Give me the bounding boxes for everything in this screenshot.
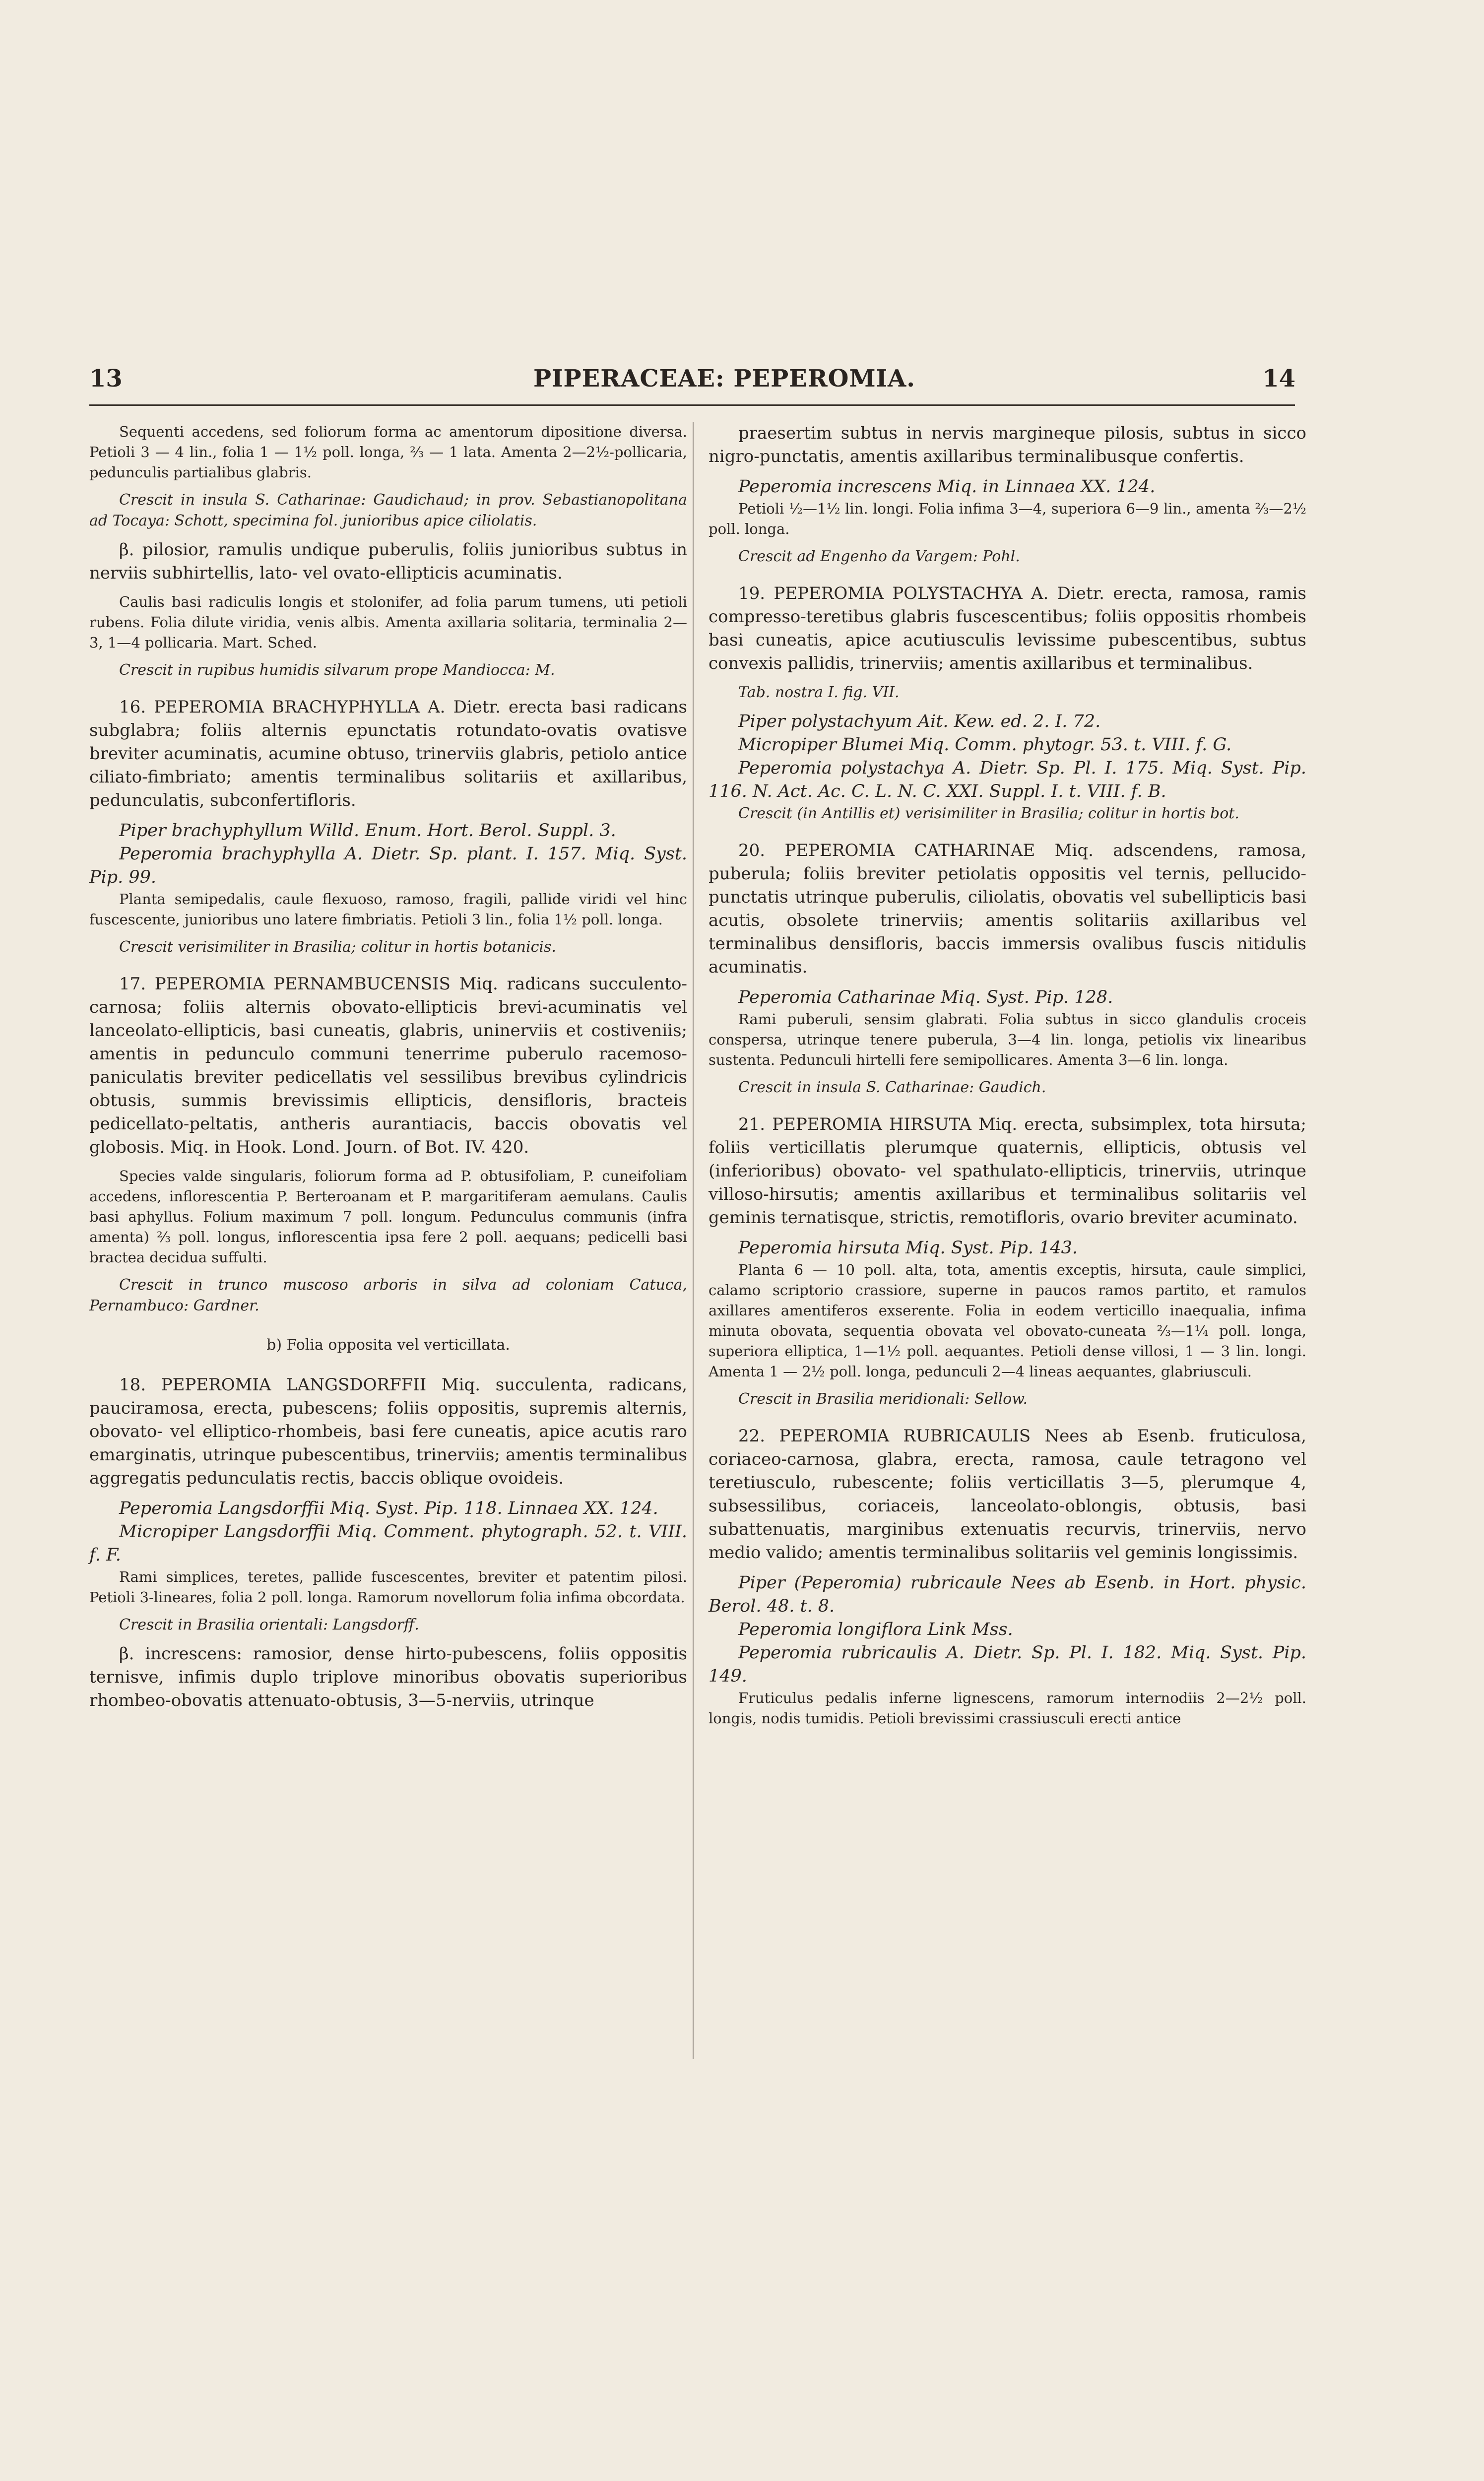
paragraph: Piper polystachyum Ait. Kew. ed. 2. I. 72. (738, 712, 1101, 731)
paragraph: b) Folia opposita vel verticillata. (266, 1336, 510, 1354)
paragraph: 18. PEPEROMIA LANGSDORFFII Miq. succulenta, radicans, pauciramosa, erecta, pubescens; foliis oppositis, supremis alternis, obovato- vel elliptico-rhombeis, basi fere cuneatis, apice acutis raro emarginatis, utrinque pubescentibus, trinerviis; amentis terminalibus aggregatis pedunculatis rectis, baccis oblique ovoideis. (89, 1375, 687, 1488)
page-number-right: 14 (1262, 365, 1295, 392)
paragraph: 20. PEPEROMIA CATHARINAE Miq. adscendens, ramosa, puberula; foliis breviter petiolatis oppositis vel ternis, pellucido-punctatis utrinque puberulis, ciliolatis, obovatis vel subellipticis basi acutis, obsolete trinerviis; amentis solitariis axillaribus vel terminalibus densifloris, baccis immersis ovalibus fuscis nitidulis acuminatis. (709, 841, 1306, 977)
paragraph: Caulis basi radiculis longis et stolonifer, ad folia parum tumens, uti petioli rubens. Folia dilute viridia, venis albis. Amenta axillaria solitaria, terminalia 2—3, 1—4 pollicaria. Mart. Sched. (89, 593, 687, 651)
paragraph: Peperomia increscens Miq. in Linnaea XX. 124. (738, 477, 1156, 497)
paragraph: Sequenti accedens, sed foliorum forma ac amentorum dipositione diversa. Petioli 3 — 4 lin., folia 1 — 1½ poll. longa, ⅔ — 1 lata. Amenta 2—2½-pollicaria, pedunculis partialibus glabris. (89, 423, 687, 481)
paragraph: Planta semipedalis, caule flexuoso, ramoso, fragili, pallide viridi vel hinc fuscescente, junioribus uno latere fimbriatis. Petioli 3 lin., folia 1½ poll. longa. (89, 891, 687, 928)
paragraph: Rami puberuli, sensim glabrati. Folia subtus in sicco glandulis croceis conspersa, utrinque tenere puberula, 3—4 lin. longa, petiolis vix linearibus sustenta. Pedunculi hirtelli fere semipollicares. Amenta 3—6 lin. longa. (709, 1011, 1306, 1068)
right-column (709, 422, 1306, 1736)
paragraph: 21. PEPEROMIA HIRSUTA Miq. erecta, subsimplex, tota hirsuta; foliis verticillatis plerumque quaternis, ellipticis, obtusis vel (inferioribus) obovato- vel spathulato-ellipticis, trinerviis, utrinque villoso-hirsutis; amentis axillaribus et terminalibus solitariis vel geminis ternatisque, strictis, remotifloris, ovario breviter acuminato. (709, 1114, 1306, 1228)
paragraph: Crescit in Brasilia orientali: Langsdorff. (119, 1616, 419, 1633)
paragraph: Crescit verisimiliter in Brasilia; colitur in hortis botanicis. (119, 938, 556, 956)
paragraph: Crescit in Brasilia meridionali: Sellow. (738, 1390, 1028, 1408)
paragraph: Crescit in insula S. Catharinae: Gaudichaud; in prov. Sebastianopolitana ad Tocaya: Schott, specimina fol. junioribus apice ciliolatis. (89, 491, 687, 529)
left-column (89, 422, 687, 1719)
paragraph: Tab. nostra I. fig. VII. (738, 684, 900, 701)
paragraph: Peperomia Catharinae Miq. Syst. Pip. 128. (738, 987, 1113, 1007)
paragraph: Rami simplices, teretes, pallide fuscescentes, breviter et patentim pilosi. Petioli 3-lineares, folia 2 poll. longa. Ramorum novellorum folia infima obcordata. (89, 1568, 687, 1606)
paragraph: Crescit in rupibus humidis silvarum prope Mandiocca: M. (119, 661, 555, 679)
paragraph: 22. PEPEROMIA RUBRICAULIS Nees ab Esenb. fruticulosa, coriaceo-carnosa, glabra, erecta, ramosa, caule tetragono vel teretiusculo, rubescente; foliis verticillatis 3—5, plerumque 4, subsessilibus, coriaceis, lanceolato-oblongis, obtusis, basi subattenuatis, marginibus extenuatis recurvis, trinerviis, nervo medio valido; amentis terminalibus solitariis vel geminis longissimis. (709, 1426, 1306, 1563)
paragraph: Peperomia Langsdorffii Miq. Syst. Pip. 118. Linnaea XX. 124. (119, 1499, 658, 1518)
header-rule (89, 404, 1295, 406)
paragraph: praesertim subtus in nervis margineque pilosis, subtus in sicco nigro-punctatis, amentis axillaribus terminalibusque confertis. (709, 423, 1306, 466)
paragraph: Piper (Peperomia) rubricaule Nees ab Esenb. in Hort. physic. Berol. 48. t. 8. (709, 1573, 1306, 1616)
paragraph: Crescit ad Engenho da Vargem: Pohl. (738, 548, 1020, 565)
paragraph: Crescit in insula S. Catharinae: Gaudich. (738, 1079, 1046, 1096)
paragraph: Micropiper Blumei Miq. Comm. phytogr. 53. t. VIII. f. G. (738, 735, 1232, 755)
paragraph: Peperomia brachyphylla A. Dietr. Sp. plant. I. 157. Miq. Syst. Pip. 99. (89, 844, 687, 887)
paragraph: Petioli ½—1½ lin. longi. Folia infima 3—4, superiora 6—9 lin., amenta ⅔—2½ poll. longa. (709, 500, 1306, 537)
column-divider (693, 422, 694, 2059)
paragraph: Peperomia rubricaulis A. Dietr. Sp. Pl. I. 182. Miq. Syst. Pip. 149. (709, 1643, 1306, 1686)
running-title: PIPERACEAE: PEPEROMIA. (533, 365, 915, 392)
paragraph: Peperomia hirsuta Miq. Syst. Pip. 143. (738, 1238, 1078, 1258)
paragraph: Crescit (in Antillis et) verisimiliter in Brasilia; colitur in hortis bot. (738, 805, 1239, 822)
paragraph: Species valde singularis, foliorum forma ad P. obtusifoliam, P. cuneifoliam accedens, inflorescentia P. Berteroanam et P. margaritiferam aemulans. Caulis basi aphyllus. Folium maximum 7 poll. longum. Pedunculus communis (infra amenta) ⅔ poll. longus, inflorescentia ipsa fere 2 poll. aequans; pedicelli basi bractea decidua suffulti. (89, 1168, 687, 1266)
paragraph: β. pilosior, ramulis undique puberulis, foliis junioribus subtus in nerviis subhirtellis, lato- vel ovato-ellipticis acuminatis. (89, 540, 687, 583)
paragraph: Crescit in trunco muscoso arboris in silva ad coloniam Catuca, Pernambuco: Gardner. (89, 1276, 687, 1314)
paragraph: Micropiper Langsdorffii Miq. Comment. phytograph. 52. t. VIII. f. F. (89, 1522, 687, 1565)
paragraph: Peperomia longiflora Link Mss. (738, 1620, 1013, 1639)
paragraph: Planta 6 — 10 poll. alta, tota, amentis exceptis, hirsuta, caule simplici, calamo scriptorio crassiore, superne in paucos ramos partito, et ramulos axillares amentiferos exserente. Folia in eodem verticillo inaequalia, infima minuta obovata, sequentia obovata vel obovato-cuneata ⅔—1¼ poll. longa, superiora elliptica, 1—1½ poll. aequantes. Petioli dense villosi, 1 — 3 lin. longi. Amenta 1 — 2½ poll. longa, pedunculi 2—4 lineas aequantes, glabriusculi. (709, 1261, 1306, 1380)
paragraph: 19. PEPEROMIA POLYSTACHYA A. Dietr. erecta, ramosa, ramis compresso-teretibus glabris fuscescentibus; foliis oppositis rhombeis basi cuneatis, apice acutiusculis levissime pubescentibus, subtus convexis pallidis, trinerviis; amentis axillaribus et terminalibus. (709, 584, 1306, 673)
paragraph: Peperomia polystachya A. Dietr. Sp. Pl. I. 175. Miq. Syst. Pip. 116. N. Act. Ac. C. L. N. C. XXI. Suppl. I. t. VIII. f. B. (709, 758, 1306, 801)
page-number-left: 13 (89, 365, 123, 392)
paragraph: 17. PEPEROMIA PERNAMBUCENSIS Miq. radicans succulento-carnosa; foliis alternis obovato-ellipticis brevi-acuminatis vel lanceolato-ellipticis, basi cuneatis, glabris, uninerviis et costiveniis; amentis in pedunculo communi tenerrime puberulo racemoso-paniculatis breviter pedicellatis vel sessilibus brevibus cylindricis obtusis, summis brevissimis ellipticis, densifloris, bracteis pedicellato-peltatis, antheris aurantiacis, baccis obovatis vel globosis. Miq. in Hook. Lond. Journ. of Bot. IV. 420. (89, 974, 687, 1157)
paragraph: Piper brachyphyllum Willd. Enum. Hort. Berol. Suppl. 3. (119, 821, 616, 841)
page-header (0, 365, 1484, 409)
paragraph: β. increscens: ramosior, dense hirto-pubescens, foliis oppositis ternisve, infimis duplo triplove minoribus obovatis superioribus rhombeo-obovatis attenuato-obtusis, 3—5-nerviis, utrinque (89, 1644, 687, 1710)
paragraph: 16. PEPEROMIA BRACHYPHYLLA A. Dietr. erecta basi radicans subglabra; foliis alternis epunctatis rotundato-ovatis ovatisve breviter acuminatis, acumine obtuso, trinerviis glabris, petiolo antice ciliato-fimbriato; amentis terminalibus solitariis et axillaribus, pedunculatis, subconfertifloris. (89, 697, 687, 810)
paragraph: Fruticulus pedalis inferne lignescens, ramorum internodiis 2—2½ poll. longis, nodis tumidis. Petioli brevissimi crassiusculi erecti antice (709, 1690, 1306, 1727)
